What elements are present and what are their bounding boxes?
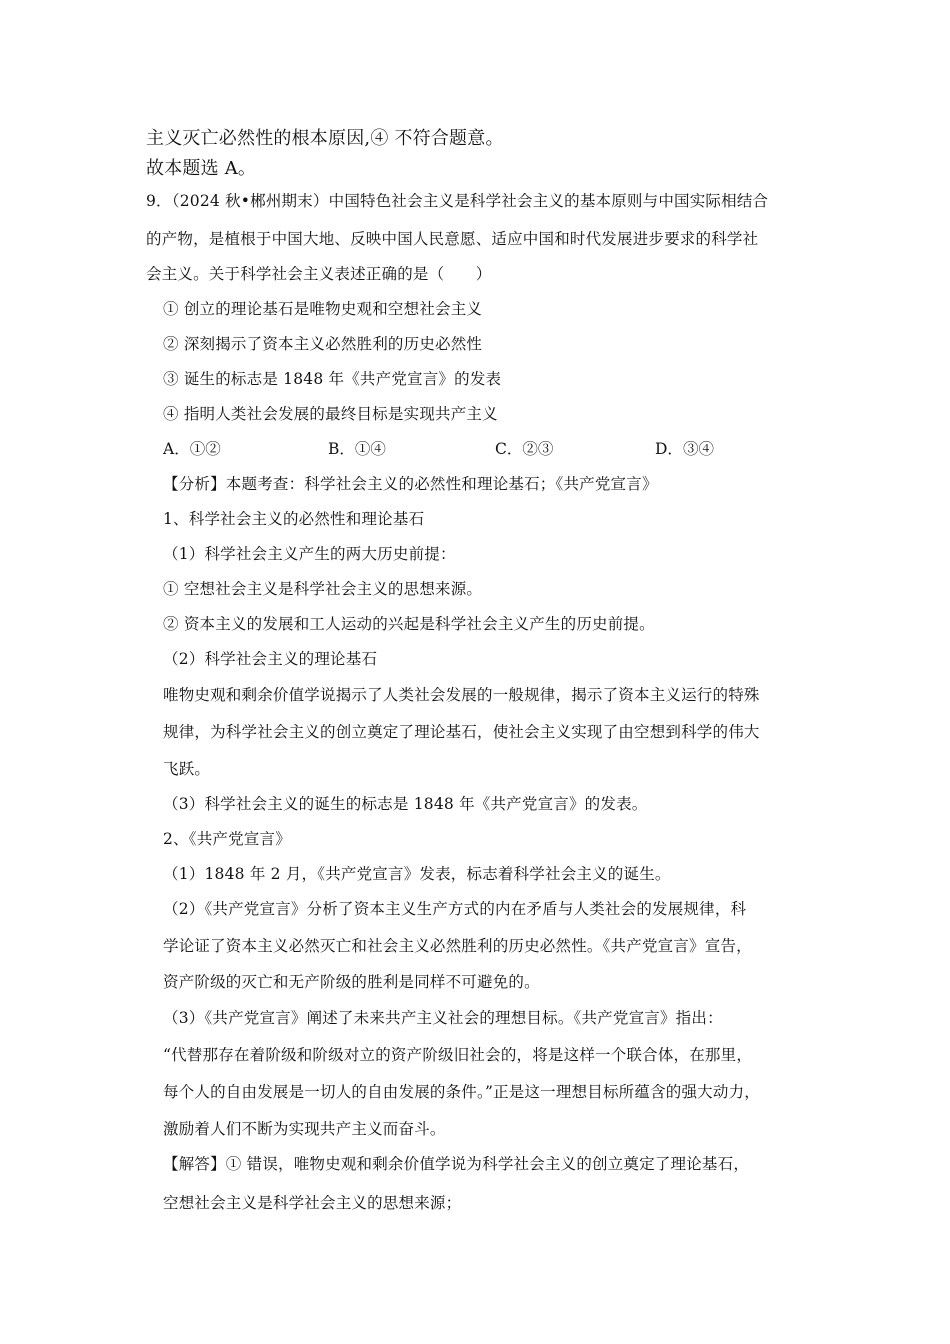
- analysis-line: ② 资本主义的发展和工人运动的兴起是科学社会主义产生的历史前提。: [163, 615, 655, 633]
- analysis-line: （2）《共产党宣言》分析了资本主义生产方式的内在矛盾与人类社会的发展规律，科: [163, 900, 747, 918]
- analysis-line: （1）1848 年 2 月，《共产党宣言》发表，标志着科学社会主义的诞生。: [163, 865, 671, 883]
- analysis-line: 1、科学社会主义的必然性和理论基石: [163, 510, 425, 528]
- analysis-line: （3）科学社会主义的诞生的标志是 1848 年《共产党宣言》的发表。: [163, 795, 648, 813]
- statement-2: ② 深刻揭示了资本主义必然胜利的历史必然性: [163, 335, 483, 353]
- option-value: ①④: [354, 440, 386, 458]
- statement-1: ① 创立的理论基石是唯物史观和空想社会主义: [163, 300, 483, 318]
- analysis-line: （1）科学社会主义产生的两大历史前提：: [163, 545, 456, 563]
- statement-3: ③ 诞生的标志是 1848 年《共产党宣言》的发表: [163, 370, 502, 388]
- prev-answer-line: 主义灭亡必然性的根本原因,④ 不符合题意。: [146, 128, 504, 149]
- analysis-line: “代替那存在着阶级和阶级对立的资产阶级旧社会的，将是这样一个联合体，在那里，: [163, 1046, 753, 1064]
- option-a: [163, 439, 221, 459]
- statement-4: ④ 指明人类社会发展的最终目标是实现共产主义: [163, 405, 498, 423]
- option-value: ②③: [522, 440, 554, 458]
- answer-heading: 【解答】① 错误，唯物史观和剩余价值学说为科学社会主义的创立奠定了理论基石，: [163, 1155, 750, 1173]
- option-c: [495, 439, 553, 459]
- option-d: [655, 439, 714, 459]
- analysis-line: （2）科学社会主义的理论基石: [163, 650, 378, 668]
- analysis-line: 学论证了资本主义必然灭亡和社会主义必然胜利的历史必然性。《共产党宣言》宣告，: [163, 937, 752, 955]
- question-9-stem: 会主义。关于科学社会主义表述正确的是（ ）: [146, 265, 492, 283]
- option-value: ①②: [189, 440, 221, 458]
- analysis-heading: 【分析】本题考查：科学社会主义的必然性和理论基石；《共产党宣言》: [163, 475, 658, 493]
- option-letter: A．: [163, 440, 190, 458]
- answer-line: 空想社会主义是科学社会主义的思想来源；: [163, 1194, 462, 1212]
- option-value: ③④: [682, 440, 714, 458]
- analysis-line: ① 空想社会主义是科学社会主义的思想来源。: [163, 580, 483, 598]
- analysis-line: 规律，为科学社会主义的创立奠定了理论基石，使社会主义实现了由空想到科学的伟大: [163, 723, 760, 741]
- analysis-line: 2、《共产党宣言》: [163, 830, 291, 848]
- option-letter: D．: [655, 440, 683, 458]
- analysis-line: （3）《共产党宣言》阐述了未来共产主义社会的理想目标。《共产党宣言》指出：: [163, 1009, 723, 1027]
- analysis-line: 飞跃。: [163, 760, 211, 778]
- option-letter: C．: [495, 440, 523, 458]
- prev-answer-choice: 故本题选 A。: [146, 158, 257, 179]
- analysis-line: 每个人的自由发展是一切人的自由发展的条件。”正是这一理想目标所蕴含的强大动力，: [163, 1083, 760, 1101]
- question-9-stem: 的产物，是植根于中国大地、反映中国人民意愿、适应中国和时代发展进步要求的科学社: [146, 230, 759, 248]
- question-9-stem: 9．（2024 秋•郴州期末）中国特色社会主义是科学社会主义的基本原则与中国实际相结合: [146, 192, 769, 210]
- analysis-line: 唯物史观和剩余价值学说揭示了人类社会发展的一般规律，揭示了资本主义运行的特殊: [163, 686, 760, 704]
- analysis-line: 激励着人们不断为实现共产主义而奋斗。: [163, 1120, 446, 1138]
- option-b: [328, 439, 386, 459]
- analysis-line: 资产阶级的灭亡和无产阶级的胜利是同样不可避免的。: [163, 973, 540, 991]
- option-letter: B．: [328, 440, 355, 458]
